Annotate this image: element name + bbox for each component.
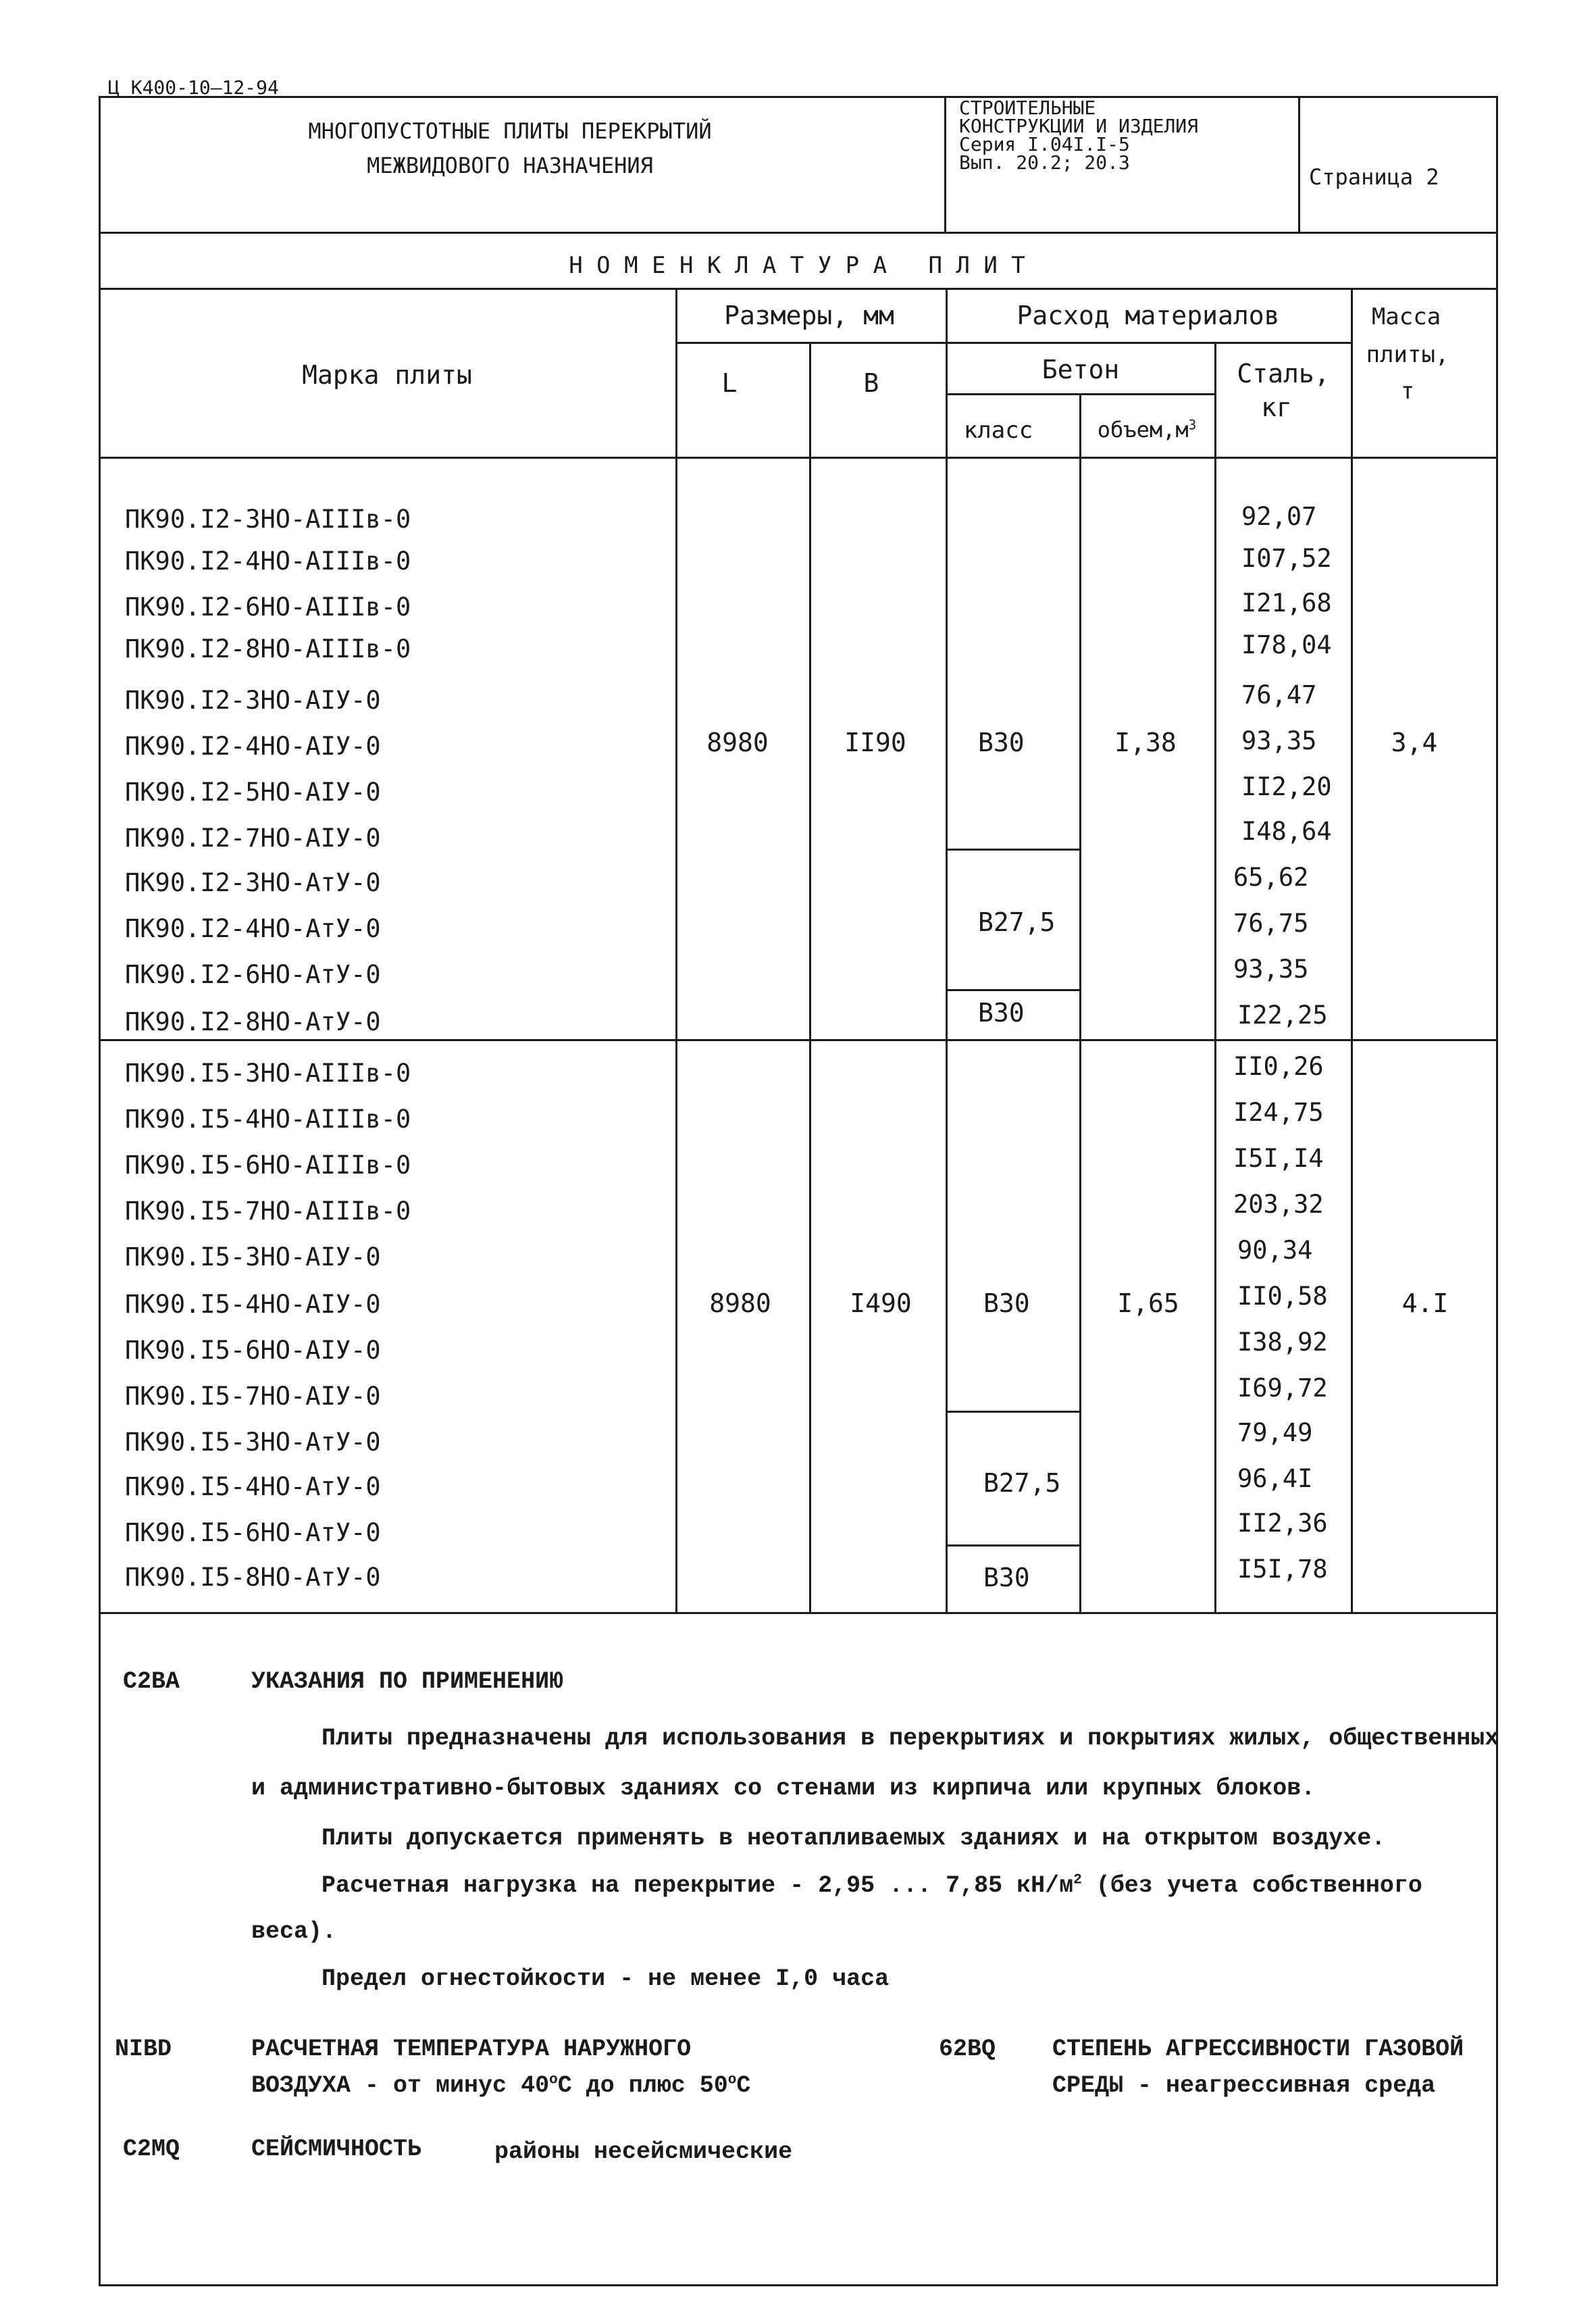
class-box-2 xyxy=(946,989,1081,991)
plate-mark: ПК90.I5-4НО-АIУ-0 xyxy=(125,1290,381,1319)
plate-mark: ПК90.I2-3НО-АIУ-0 xyxy=(125,686,381,715)
series-line-4: Вып. 20.2; 20.3 xyxy=(959,151,1130,174)
application-p3-line2: веса). xyxy=(251,1918,337,1945)
plate-mark: ПК90.I5-8НО-АтУ-0 xyxy=(125,1563,381,1592)
steel-value: 96,4I xyxy=(1237,1464,1313,1493)
plate-mark: ПК90.I5-4НО-АтУ-0 xyxy=(125,1472,381,1501)
steel-value: I5I,I4 xyxy=(1233,1144,1324,1173)
steel-value: 93,35 xyxy=(1233,955,1309,984)
group-2-class-a: B30 xyxy=(983,1288,1030,1318)
plate-mark: ПК90.I2-5НО-АIУ-0 xyxy=(125,778,381,807)
group-1-mass: 3,4 xyxy=(1391,728,1438,757)
group-2-L: 8980 xyxy=(709,1288,771,1318)
title-sep-2 xyxy=(1298,96,1300,232)
application-p1-line1: Плиты предназначены для использования в перекрытиях и покрытиях жилых, общественных xyxy=(321,1725,1499,1752)
group-2-mass: 4.I xyxy=(1401,1288,1449,1318)
steel-value: 79,49 xyxy=(1237,1418,1313,1447)
heading-application: УКАЗАНИЯ ПО ПРИМЕНЕНИЮ xyxy=(251,1668,564,1695)
group-2-volume: I,65 xyxy=(1117,1288,1179,1318)
application-p3 xyxy=(321,1874,1422,1898)
temperature-line2 xyxy=(251,2074,750,2098)
header-steel-2: кг xyxy=(1261,393,1292,422)
header-mass-3: т xyxy=(1400,378,1415,405)
plate-mark: ПК90.I2-8НО-АIIIв-0 xyxy=(125,634,411,663)
plate-mark: ПК90.I5-7НО-АIУ-0 xyxy=(125,1382,381,1411)
load-sup: 2 xyxy=(1073,1872,1082,1888)
plate-mark: ПК90.I5-6НО-АIIIв-0 xyxy=(125,1151,411,1180)
group-divider xyxy=(99,1039,1498,1041)
group-1-B: II90 xyxy=(844,728,906,757)
temp-deg-2: о xyxy=(727,2072,737,2088)
title-divider xyxy=(99,232,1498,234)
steel-value: II0,58 xyxy=(1237,1282,1328,1311)
header-concrete: Бетон xyxy=(1041,355,1120,384)
title-sep-1 xyxy=(944,96,946,232)
group-1-class-c: B30 xyxy=(978,998,1025,1028)
frame-left xyxy=(99,96,101,2286)
steel-value: 90,34 xyxy=(1237,1236,1313,1265)
plate-mark: ПК90.I2-8НО-АтУ-0 xyxy=(125,1007,381,1036)
frame-top xyxy=(99,96,1498,98)
document-code: Ц К400-10—12-94 xyxy=(108,76,279,99)
plate-mark: ПК90.I2-6НО-АтУ-0 xyxy=(125,960,381,989)
frame-bottom xyxy=(99,2284,1498,2286)
series-line-2: КОНСТРУКЦИИ И ИЗДЕЛИЯ xyxy=(959,115,1199,137)
seismic-label: СЕЙСМИЧНОСТЬ xyxy=(251,2136,422,2163)
col-line-class xyxy=(946,288,948,1612)
header-line-1 xyxy=(675,342,1351,344)
steel-value: II2,20 xyxy=(1241,772,1332,801)
seismic-value: районы несейсмические xyxy=(494,2138,793,2165)
application-p1-line2: и административно-бытовых зданиях со стенами из кирпича или крупных блоков. xyxy=(251,1775,1316,1802)
code-aggressiveness: 62BQ xyxy=(939,2036,996,2063)
section-divider xyxy=(99,288,1498,290)
series-line-1: СТРОИТЕЛЬНЫЕ xyxy=(959,97,1096,119)
steel-value: I78,04 xyxy=(1241,630,1332,659)
temp-deg-1: о xyxy=(549,2072,558,2088)
load-text-tail: (без учета собственного xyxy=(1081,1872,1422,1899)
plate-mark: ПК90.I2-4НО-АIУ-0 xyxy=(125,732,381,761)
steel-value: I38,92 xyxy=(1237,1328,1328,1357)
col-line-volume xyxy=(1079,393,1081,1612)
group-2-class-c: B30 xyxy=(983,1563,1030,1592)
steel-value: I22,25 xyxy=(1237,1001,1328,1030)
plate-mark: ПК90.I5-3НО-АIIIв-0 xyxy=(125,1059,411,1088)
steel-value: 76,47 xyxy=(1241,680,1317,709)
code-seismic: C2MQ xyxy=(123,2136,180,2163)
title-line-1: МНОГОПУСТОТНЫЕ ПЛИТЫ ПЕРЕКРЫТИЙ xyxy=(308,118,712,144)
header-mass-2: плиты, xyxy=(1366,341,1449,368)
header-volume-text: объем,м xyxy=(1097,417,1189,443)
col-line-mass xyxy=(1351,288,1353,1612)
code-temperature: NIBD xyxy=(115,2036,172,2063)
steel-value: 93,35 xyxy=(1241,726,1317,755)
aggressiveness-line1: СТЕПЕНЬ АГРЕССИВНОСТИ ГАЗОВОЙ xyxy=(1052,2036,1464,2063)
plate-mark: ПК90.I5-6НО-АтУ-0 xyxy=(125,1518,381,1547)
group-1-volume: I,38 xyxy=(1114,728,1177,757)
header-sizes: Размеры, мм xyxy=(724,301,894,330)
aggressiveness-line2: СРЕДЫ - неагрессивная среда xyxy=(1052,2072,1436,2099)
steel-value: 203,32 xyxy=(1233,1190,1324,1219)
header-volume-sup: 3 xyxy=(1188,417,1197,433)
code-application: C2BA xyxy=(123,1668,180,1695)
steel-value: I48,64 xyxy=(1241,817,1332,846)
plate-mark: ПК90.I2-7НО-АIУ-0 xyxy=(125,824,381,853)
steel-value: I21,68 xyxy=(1241,588,1332,618)
group-1-L: 8980 xyxy=(706,728,769,757)
title-line-2: МЕЖВИДОВОГО НАЗНАЧЕНИЯ xyxy=(367,153,653,178)
plate-mark: ПК90.I2-6НО-АIIIв-0 xyxy=(125,593,411,622)
page-number: Страница 2 xyxy=(1309,164,1439,190)
section-title: Н О М Е Н К Л А Т У Р А П Л И Т xyxy=(569,252,1025,279)
temperature-line1: РАСЧЕТНАЯ ТЕМПЕРАТУРА НАРУЖНОГО xyxy=(251,2036,692,2063)
class-box-4 xyxy=(946,1544,1081,1546)
group-1-class-b: B27,5 xyxy=(978,907,1056,937)
header-mass-1: Масса xyxy=(1371,303,1441,330)
header-bottom xyxy=(99,457,1498,459)
steel-value: I24,75 xyxy=(1233,1098,1324,1127)
plate-mark: ПК90.I5-4НО-АIIIв-0 xyxy=(125,1105,411,1134)
load-text: Расчетная нагрузка на перекрытие - 2,95 ... 7,85 кН/м xyxy=(321,1872,1074,1899)
group-2-class-b: B27,5 xyxy=(983,1468,1061,1498)
frame-right xyxy=(1496,96,1498,2286)
header-B: B xyxy=(863,368,879,398)
steel-value: 76,75 xyxy=(1233,909,1309,938)
steel-value: 65,62 xyxy=(1233,863,1309,892)
steel-value: II0,26 xyxy=(1233,1052,1324,1081)
plate-mark: ПК90.I5-3НО-АтУ-0 xyxy=(125,1428,381,1457)
temp-text-a: ВОЗДУХА - от минус 40 xyxy=(251,2072,550,2099)
plate-mark: ПК90.I2-4НО-АIIIв-0 xyxy=(125,547,411,576)
header-materials: Расход материалов xyxy=(1016,301,1280,330)
group-1-class-a: B30 xyxy=(978,728,1025,757)
class-box-3 xyxy=(946,1411,1081,1413)
temp-text-b: С до плюс 50 xyxy=(557,2072,728,2099)
plate-mark: ПК90.I2-3НО-АтУ-0 xyxy=(125,868,381,897)
series-line-3: Серия I.04I.I-5 xyxy=(959,133,1130,155)
col-line-L xyxy=(675,288,677,1612)
group-2-B: I490 xyxy=(850,1288,912,1318)
header-class: класс xyxy=(963,417,1033,444)
application-p2: Плиты допускается применять в неотапливаемых зданиях и на открытом воздухе. xyxy=(321,1825,1386,1852)
steel-value: I69,72 xyxy=(1237,1374,1328,1403)
plate-mark: ПК90.I5-7НО-АIIIв-0 xyxy=(125,1197,411,1226)
class-box-1 xyxy=(946,849,1081,851)
steel-value: 92,07 xyxy=(1241,502,1317,531)
steel-value: II2,36 xyxy=(1237,1509,1328,1538)
steel-value: I07,52 xyxy=(1241,544,1332,573)
application-p4: Предел огнестойкости - не менее I,0 часа xyxy=(321,1965,890,1992)
steel-value: I5I,78 xyxy=(1237,1555,1328,1584)
col-line-steel xyxy=(1214,342,1216,1612)
plate-mark: ПК90.I2-4НО-АтУ-0 xyxy=(125,914,381,943)
header-mark: Марка плиты xyxy=(302,360,472,390)
header-volume xyxy=(1098,419,1196,441)
temp-text-c: С xyxy=(736,2072,751,2099)
table-bottom xyxy=(99,1612,1498,1614)
header-steel-1: Сталь, xyxy=(1237,359,1330,388)
series-block xyxy=(959,99,1198,172)
plate-mark: ПК90.I2-3НО-АIIIв-0 xyxy=(125,505,411,534)
header-L: L xyxy=(721,368,738,398)
plate-mark: ПК90.I5-3НО-АIУ-0 xyxy=(125,1242,381,1272)
plate-mark: ПК90.I5-6НО-АIУ-0 xyxy=(125,1336,381,1365)
col-line-B xyxy=(809,342,811,1612)
